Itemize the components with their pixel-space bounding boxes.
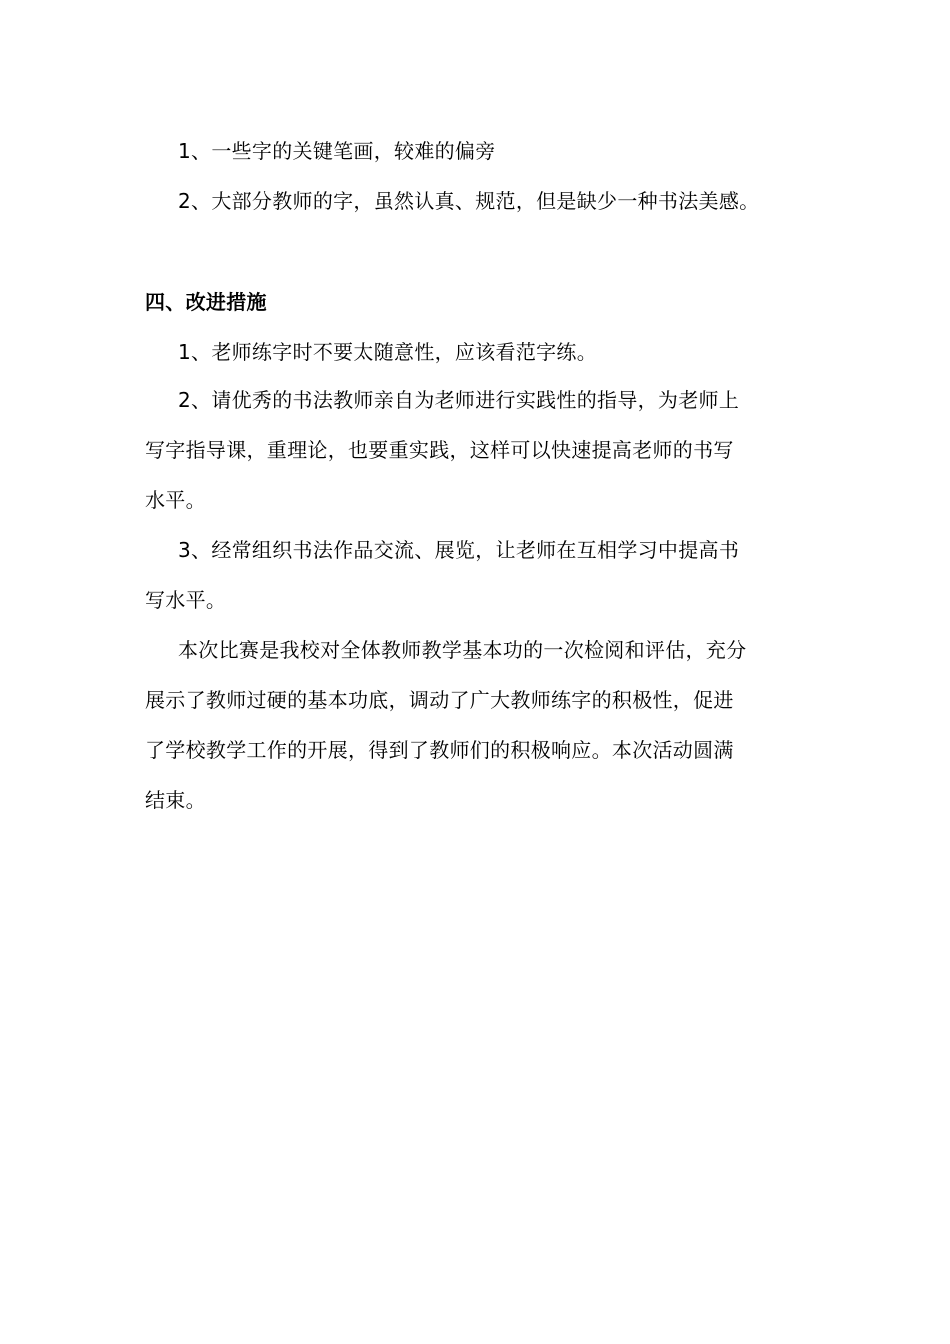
measure-item-1: 1、老师练字时不要太随意性，应该看范字练。 [178, 340, 598, 364]
measure-item-2-line-1: 2、请优秀的书法教师亲自为老师进行实践性的指导，为老师上 [178, 388, 740, 412]
section-heading: 四、改进措施 [145, 290, 267, 314]
measure-item-3-line-2: 写水平。 [145, 588, 227, 612]
conclusion-line-4: 结束。 [145, 788, 206, 812]
measure-item-2-line-3: 水平。 [145, 488, 206, 512]
problem-item-2: 2、大部分教师的字，虽然认真、规范，但是缺少一种书法美感。 [178, 189, 760, 213]
measure-item-2-line-2: 写字指导课，重理论，也要重实践，这样可以快速提高老师的书写 [145, 438, 734, 462]
conclusion-line-1: 本次比赛是我校对全体教师教学基本功的一次检阅和评估，充分 [178, 638, 747, 662]
measure-item-3-line-1: 3、经常组织书法作品交流、展览，让老师在互相学习中提高书 [178, 538, 740, 562]
conclusion-line-3: 了学校教学工作的开展，得到了教师们的积极响应。本次活动圆满 [145, 738, 734, 762]
conclusion-line-2: 展示了教师过硬的基本功底，调动了广大教师练字的积极性，促进 [145, 688, 734, 712]
problem-item-1: 1、一些字的关键笔画，较难的偏旁 [178, 139, 496, 163]
